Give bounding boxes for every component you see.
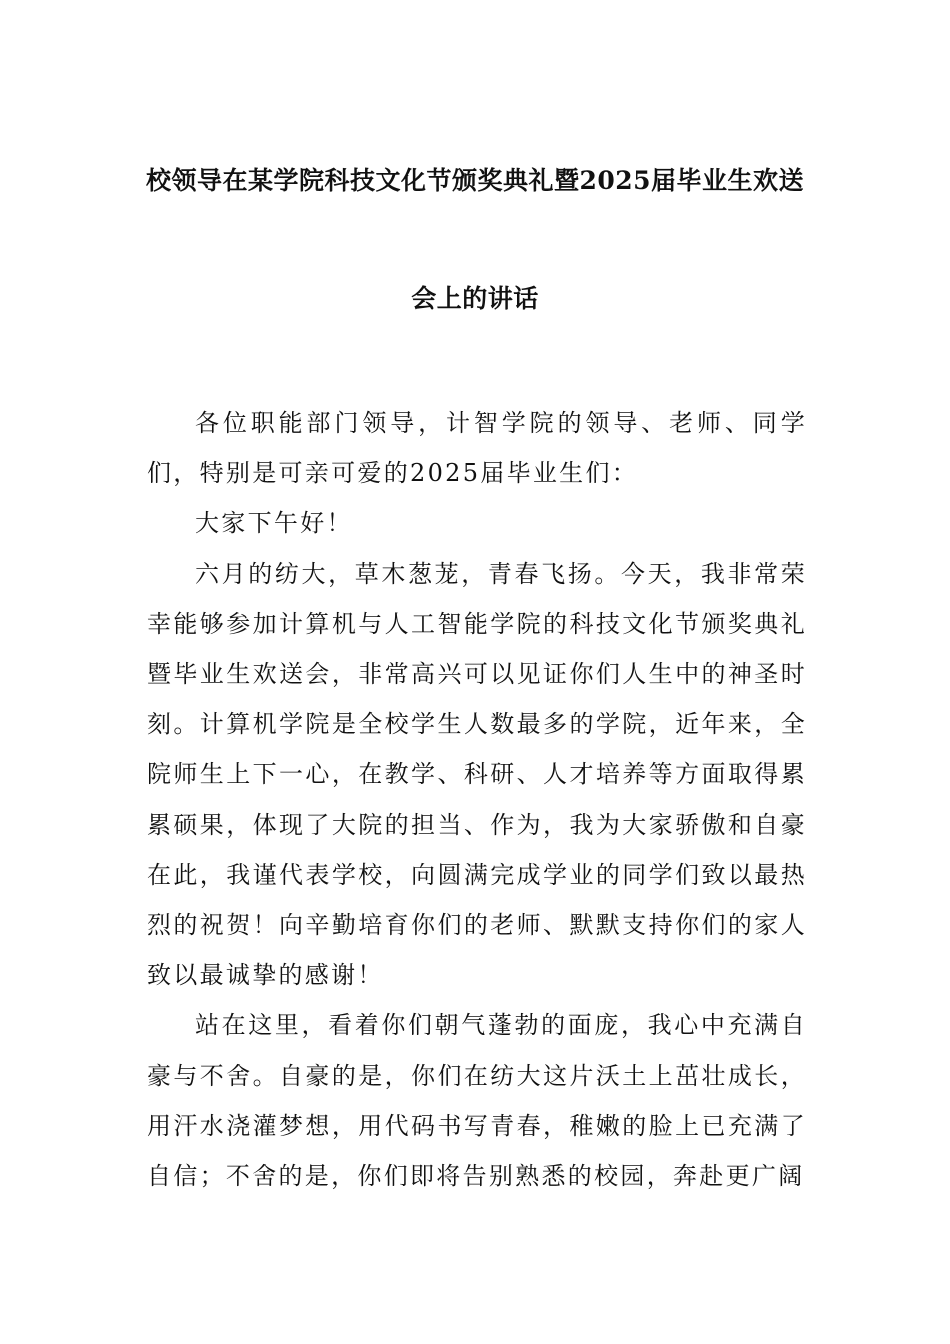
document-body: [147, 398, 807, 1201]
document-title-line-1: 校领导在某学院科技文化节颁奖典礼暨2025届毕业生欢送: [145, 166, 805, 195]
paragraph-salutation: 各位职能部门领导，计智学院的领导、老师、同学们，特别是可亲可爱的2025届毕业生们：: [147, 409, 807, 488]
paragraph-reflection: 站在这里，看着你们朝气蓬勃的面庞，我心中充满自豪与不舍。自豪的是，你们在纺大这片沃土上茁壮成长，用汗水浇灌梦想，用代码书写青春，稚嫩的脸上已充满了自信；不舍的是，你们即将告别熟悉的校园，奔赴更广阔: [147, 1011, 807, 1191]
paragraph-greeting: 大家下午好！: [195, 509, 353, 538]
paragraph-congratulations: 六月的纺大，草木葱茏，青春飞扬。今天，我非常荣幸能够参加计算机与人工智能学院的科技文化节颁奖典礼暨毕业生欢送会，非常高兴可以见证你们人生中的神圣时刻。计算机学院是全校学生人数最多的学院，近年来，全院师生上下一心，在教学、科研、人才培养等方面取得累累硕果，体现了大院的担当、作为，我为大家骄傲和自豪在此，我谨代表学校，向圆满完成学业的同学们致以最热烈的祝贺！向辛勤培育你们的老师、默默支持你们的家人致以最诚挚的感谢！: [147, 559, 807, 990]
document-title-line-2: 会上的讲话: [411, 284, 539, 313]
